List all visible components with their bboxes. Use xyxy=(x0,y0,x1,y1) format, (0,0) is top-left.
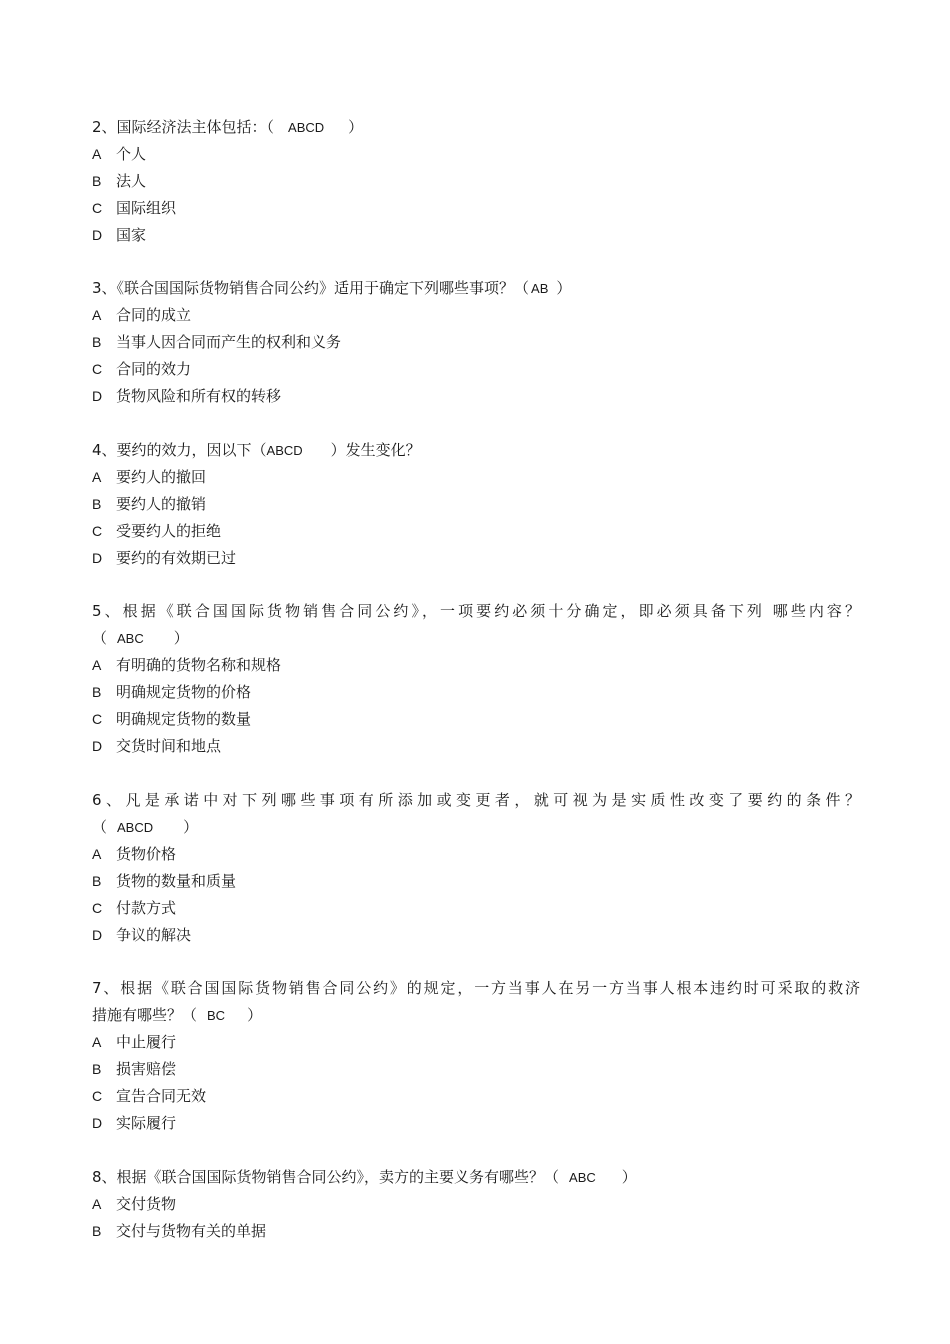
question-2 xyxy=(92,114,872,249)
option-text: 国家 xyxy=(116,226,147,244)
option-text: 明确规定货物的价格 xyxy=(116,683,252,701)
question-stem xyxy=(92,275,872,302)
stem-text-end: ） xyxy=(556,279,572,297)
option-c xyxy=(92,195,872,222)
stem-text: 6、凡是承诺中对下列哪些事项有所添加或变更者，就可视为是实质性改变了要约的条件？ xyxy=(92,791,860,809)
option-letter: C xyxy=(92,361,103,377)
option-text: 交货时间和地点 xyxy=(116,737,222,755)
stem-text: （ xyxy=(92,818,108,836)
option-a xyxy=(92,464,872,491)
option-letter: B xyxy=(92,173,102,189)
question-5 xyxy=(92,598,872,760)
option-a xyxy=(92,1191,872,1218)
option-text: 货物风险和所有权的转移 xyxy=(116,387,282,405)
option-letter: D xyxy=(92,1115,103,1131)
option-c xyxy=(92,706,872,733)
answer: BC xyxy=(207,1008,226,1023)
option-a xyxy=(92,841,872,868)
option-text: 货物价格 xyxy=(116,845,177,863)
stem-text: 2、国际经济法主体包括：（ xyxy=(92,118,275,136)
option-text: 实际履行 xyxy=(116,1114,177,1132)
option-text: 货物的数量和质量 xyxy=(116,872,237,890)
option-letter: D xyxy=(92,738,103,754)
stem-text: 4、要约的效力，因以下（ xyxy=(92,441,267,459)
option-d xyxy=(92,545,872,572)
stem-text: 5、根据《联合国国际货物销售合同公约》，一项要约必须十分确定，即必须具备下列 哪些内容？ xyxy=(92,602,860,620)
option-text: 合同的效力 xyxy=(116,360,192,378)
answer: ABC xyxy=(117,631,144,646)
question-stem-line-1 xyxy=(92,598,872,625)
option-letter: A xyxy=(92,1034,102,1050)
question-8 xyxy=(92,1164,872,1245)
option-c xyxy=(92,895,872,922)
question-6 xyxy=(92,787,872,949)
option-letter: D xyxy=(92,227,103,243)
stem-text-end: ） xyxy=(173,629,189,647)
option-text: 明确规定货物的数量 xyxy=(116,710,252,728)
option-letter: C xyxy=(92,711,103,727)
option-text: 付款方式 xyxy=(116,899,177,917)
answer: ABCD xyxy=(288,120,325,135)
option-d xyxy=(92,922,872,949)
option-text: 争议的解决 xyxy=(116,926,192,944)
option-letter: B xyxy=(92,334,102,350)
option-letter: A xyxy=(92,146,102,162)
answer: ABC xyxy=(569,1170,596,1185)
question-stem xyxy=(92,114,872,141)
option-letter: B xyxy=(92,1061,102,1077)
option-letter: A xyxy=(92,657,102,673)
option-a xyxy=(92,1029,872,1056)
question-stem-line-2 xyxy=(92,814,872,841)
option-c xyxy=(92,356,872,383)
answer: ABCD xyxy=(117,820,154,835)
option-letter: A xyxy=(92,469,102,485)
option-text: 有明确的货物名称和规格 xyxy=(116,656,282,674)
option-text: 交付货物 xyxy=(116,1195,177,1213)
option-text: 合同的成立 xyxy=(116,306,192,324)
option-text: 个人 xyxy=(116,145,147,163)
option-d xyxy=(92,1110,872,1137)
option-b xyxy=(92,1218,872,1245)
answer: ABCD xyxy=(266,443,303,458)
option-b xyxy=(92,679,872,706)
question-stem xyxy=(92,1164,872,1191)
answer: AB xyxy=(531,281,549,296)
question-stem-line-1 xyxy=(92,975,872,1002)
stem-text-end: ） xyxy=(247,1006,263,1024)
option-text: 法人 xyxy=(116,172,147,190)
question-stem-line-1 xyxy=(92,787,872,814)
option-letter: D xyxy=(92,388,103,404)
option-letter: B xyxy=(92,1223,102,1239)
option-text: 国际组织 xyxy=(116,199,177,217)
stem-text-end: ） xyxy=(183,818,199,836)
option-text: 宣告合同无效 xyxy=(116,1087,207,1105)
question-stem-line-2 xyxy=(92,1002,872,1029)
option-d xyxy=(92,733,872,760)
option-letter: A xyxy=(92,307,102,323)
option-b xyxy=(92,168,872,195)
option-b xyxy=(92,329,872,356)
option-letter: C xyxy=(92,523,103,539)
stem-text: 措施有哪些？（ xyxy=(92,1006,198,1024)
option-letter: B xyxy=(92,496,102,512)
question-7 xyxy=(92,975,872,1137)
option-letter: A xyxy=(92,1196,102,1212)
question-stem-line-2 xyxy=(92,625,872,652)
option-c xyxy=(92,518,872,545)
option-letter: C xyxy=(92,200,103,216)
stem-text: 8、根据《联合国国际货物销售合同公约》，卖方的主要义务有哪些？（ xyxy=(92,1168,560,1186)
option-a xyxy=(92,652,872,679)
option-c xyxy=(92,1083,872,1110)
stem-text-end: ）发生变化？ xyxy=(330,441,421,459)
option-letter: C xyxy=(92,900,103,916)
option-text: 交付与货物有关的单据 xyxy=(116,1222,267,1240)
option-letter: B xyxy=(92,873,102,889)
stem-text: 3、《联合国国际货物销售合同公约》适用于确定下列哪些事项？（ xyxy=(92,279,530,297)
question-stem xyxy=(92,437,872,464)
option-b xyxy=(92,491,872,518)
option-a xyxy=(92,141,872,168)
option-d xyxy=(92,383,872,410)
option-text: 要约的有效期已过 xyxy=(116,549,237,567)
option-letter: D xyxy=(92,550,103,566)
option-letter: C xyxy=(92,1088,103,1104)
option-a xyxy=(92,302,872,329)
option-text: 要约人的撤回 xyxy=(116,468,207,486)
stem-text: （ xyxy=(92,629,108,647)
option-d xyxy=(92,222,872,249)
question-3 xyxy=(92,275,872,410)
option-b xyxy=(92,868,872,895)
option-letter: B xyxy=(92,684,102,700)
stem-text: 7、根据《联合国国际货物销售合同公约》的规定，一方当事人在另一方当事人根本违约时可采取的救济 xyxy=(92,979,860,997)
option-text: 受要约人的拒绝 xyxy=(116,522,222,540)
option-text: 中止履行 xyxy=(116,1033,177,1051)
question-4 xyxy=(92,437,872,572)
stem-text-end: ） xyxy=(348,118,364,136)
option-text: 损害赔偿 xyxy=(116,1060,177,1078)
option-text: 要约人的撤销 xyxy=(116,495,207,513)
option-letter: D xyxy=(92,927,103,943)
option-letter: A xyxy=(92,846,102,862)
option-b xyxy=(92,1056,872,1083)
stem-text-end: ） xyxy=(621,1168,637,1186)
option-text: 当事人因合同而产生的权利和义务 xyxy=(116,333,342,351)
